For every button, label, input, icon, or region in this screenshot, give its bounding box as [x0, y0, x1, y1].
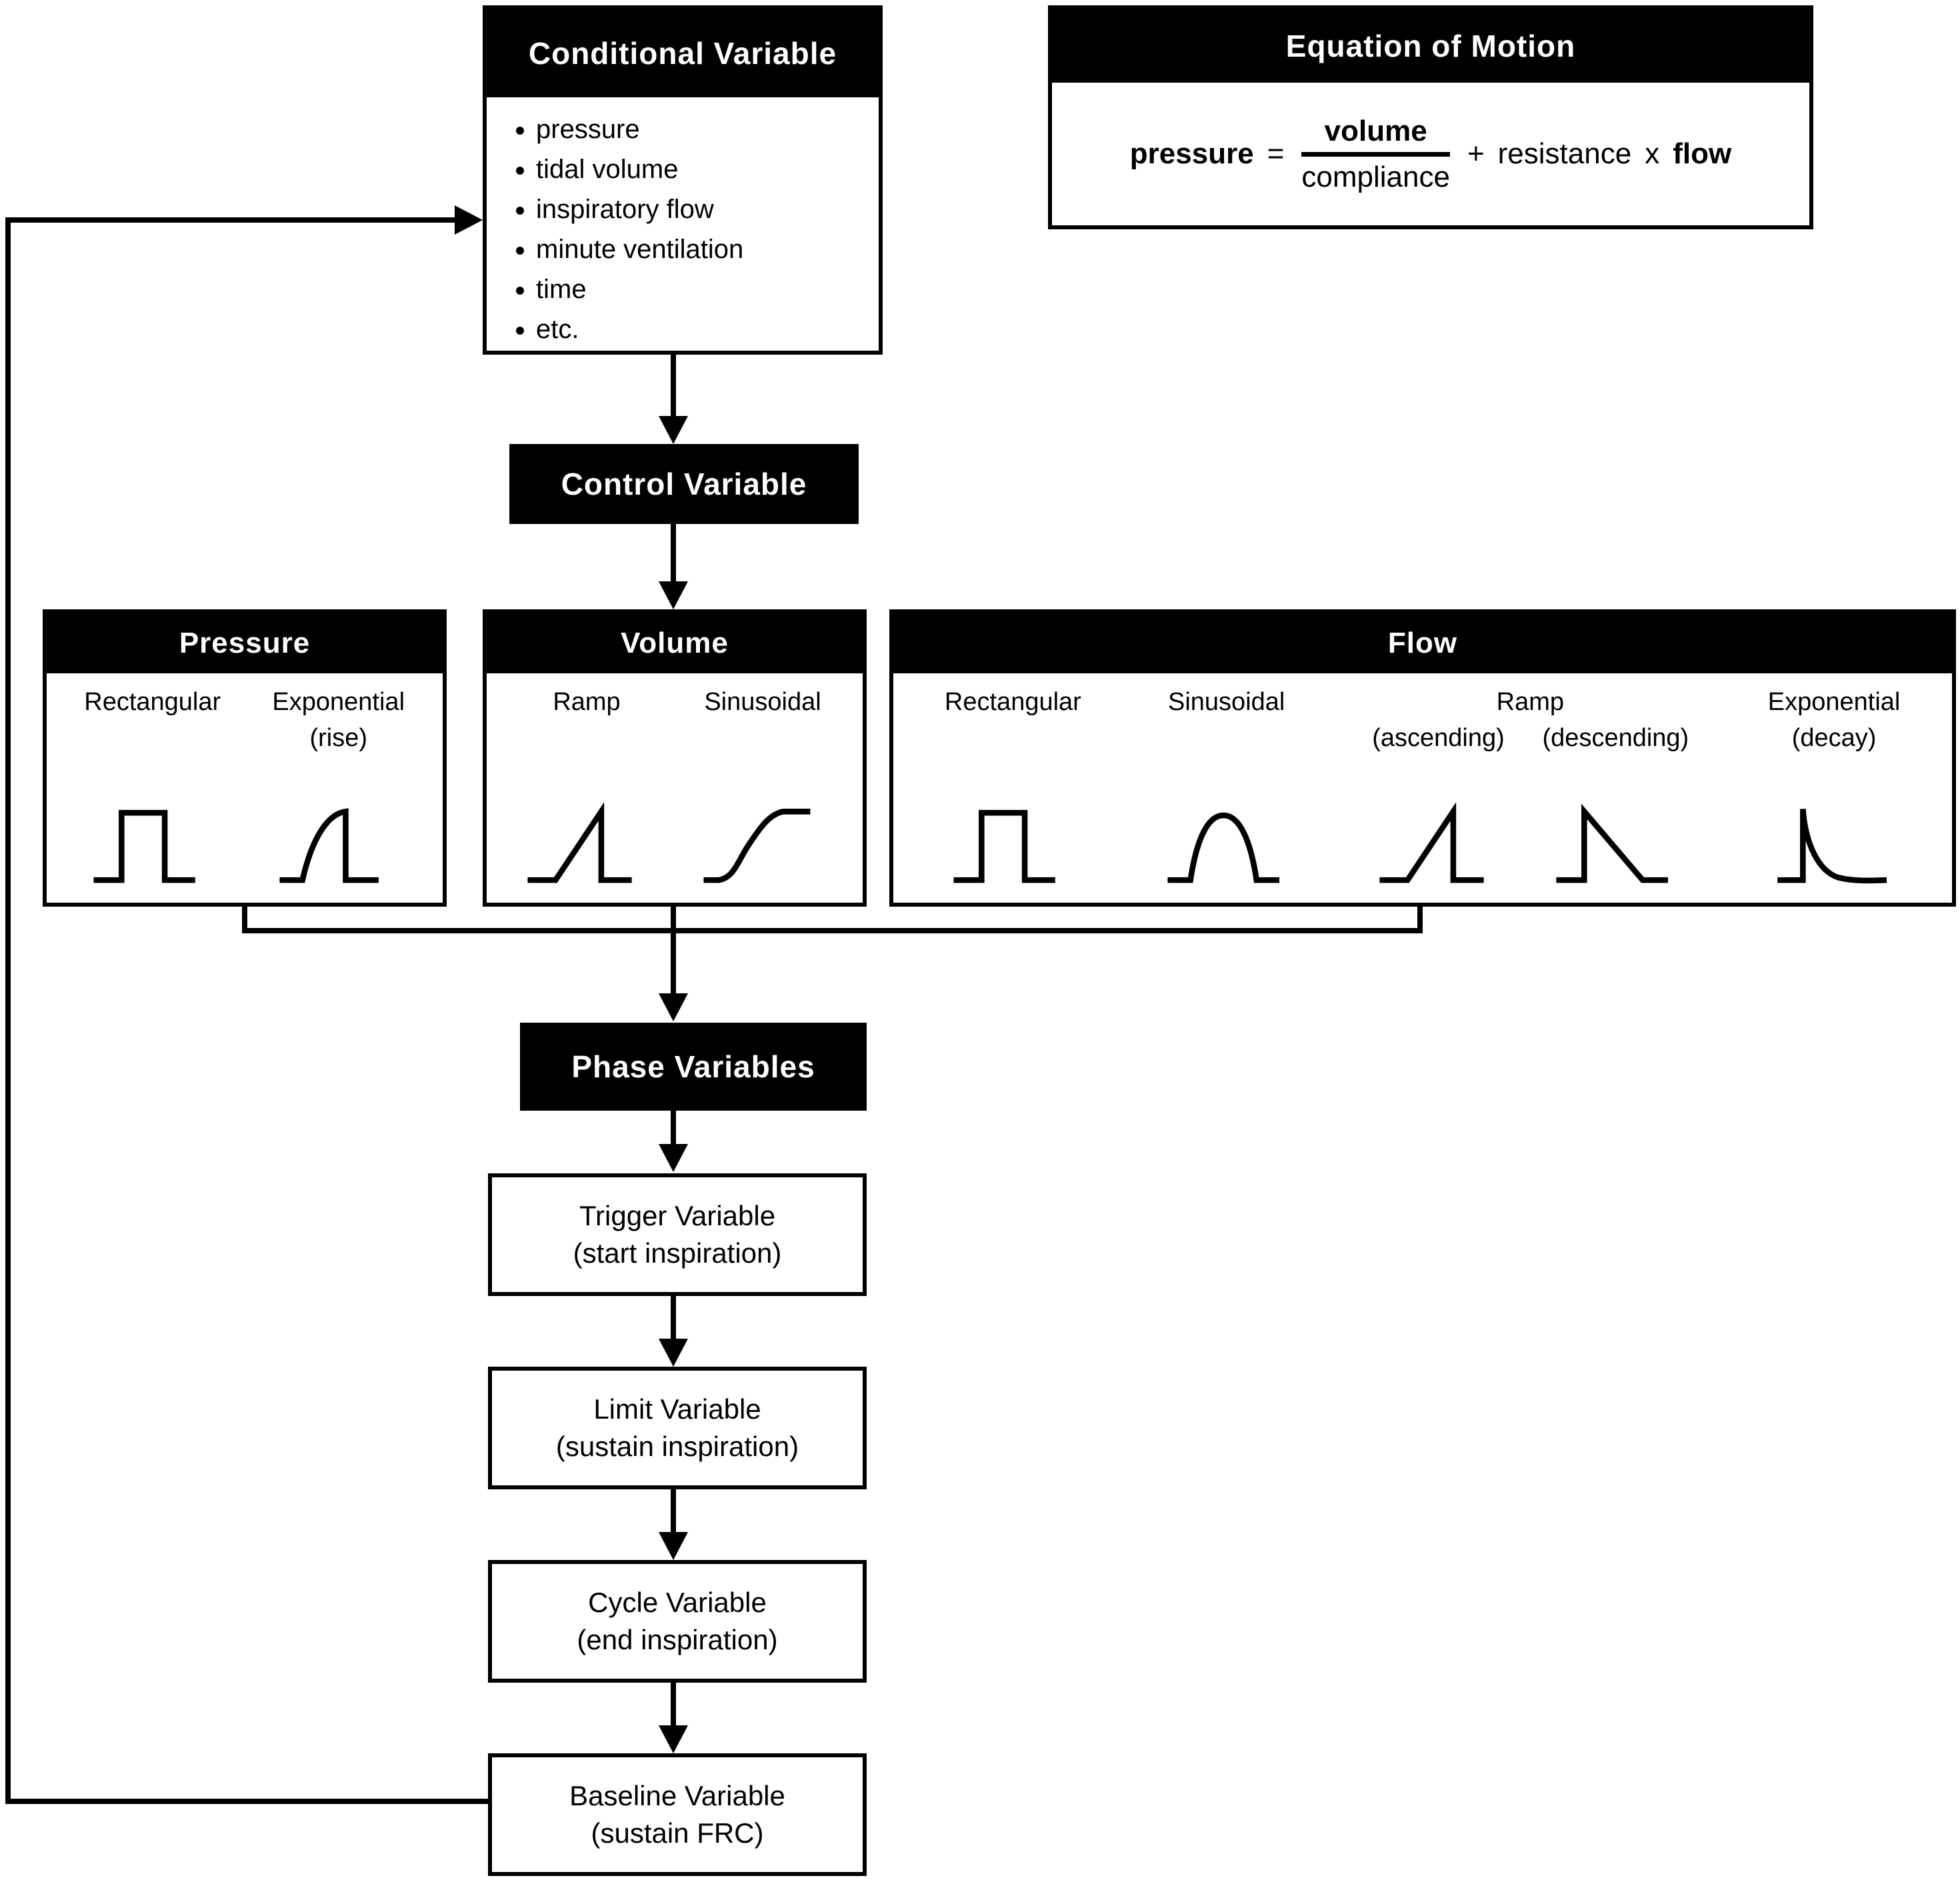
equation-compliance-term: compliance	[1301, 160, 1450, 193]
flow-ramp-pair	[1372, 720, 1689, 887]
waveform-label: Exponential	[1767, 688, 1901, 716]
ascending-ramp-waveform-icon	[520, 797, 653, 887]
connector-limit-to-cycle	[671, 1489, 676, 1532]
flow-panel-body	[893, 673, 1952, 903]
equation-volume-term: volume	[1324, 114, 1427, 147]
volume-panel-header	[487, 613, 863, 673]
volume-sinusoidal-column	[696, 684, 829, 887]
rectangular-pulse-waveform-icon	[946, 797, 1079, 887]
descending-ramp-waveform-icon	[1549, 797, 1682, 887]
conditional-item: • tidal volume	[536, 149, 865, 189]
sigmoid-rise-waveform-icon	[696, 797, 829, 887]
waveform-label: Exponential	[272, 688, 405, 716]
cycle-variable-title: Cycle Variable	[588, 1587, 767, 1618]
trigger-variable-title: Trigger Variable	[579, 1200, 776, 1231]
control-variable-title: Control Variable	[561, 467, 807, 501]
trigger-variable-subtitle: (start inspiration)	[573, 1237, 782, 1269]
volume-waveform-panel	[483, 609, 867, 907]
rectangular-pulse-waveform-icon	[86, 797, 219, 887]
feedback-arrowhead-icon	[455, 205, 483, 235]
waveform-label: Sinusoidal	[1168, 688, 1285, 716]
waveform-label: Rectangular	[944, 688, 1081, 716]
limit-variable-title: Limit Variable	[593, 1393, 761, 1425]
limit-variable-box	[488, 1367, 867, 1489]
pressure-panel-title: Pressure	[179, 627, 311, 659]
conditional-variable-box	[483, 5, 883, 355]
control-variable-box	[509, 444, 859, 524]
conditional-item: • inspiratory flow	[536, 189, 865, 229]
pressure-exponential-column	[272, 684, 405, 887]
fraction-bar	[1301, 152, 1450, 157]
pressure-panel-header	[47, 613, 443, 673]
arrowhead-control-to-waveforms-icon	[659, 581, 688, 609]
baseline-variable-box	[488, 1753, 867, 1876]
equation-of-motion-box	[1048, 5, 1813, 229]
volume-panel-title: Volume	[621, 627, 729, 659]
equation-plus-sign: +	[1467, 137, 1485, 170]
trigger-variable-box	[488, 1173, 867, 1296]
pressure-rectangular-column	[84, 684, 221, 887]
arrowhead-trigger-to-limit-icon	[659, 1339, 688, 1367]
conditional-item: • pressure	[536, 109, 865, 149]
flow-sinusoidal-column	[1160, 684, 1293, 887]
limit-variable-subtitle: (sustain inspiration)	[555, 1431, 799, 1462]
flow-ramp-descending-column	[1543, 720, 1689, 887]
connector-collector-horizontal	[242, 928, 1423, 933]
phase-variables-title: Phase Variables	[571, 1049, 815, 1084]
ascending-ramp-waveform-icon	[1372, 797, 1505, 887]
waveform-label: Sinusoidal	[704, 688, 821, 716]
conditional-item: • minute ventilation	[536, 229, 865, 269]
volume-ramp-column	[520, 684, 653, 887]
feedback-line-bottom-horizontal	[5, 1799, 488, 1804]
baseline-variable-subtitle: (sustain FRC)	[591, 1817, 764, 1849]
arrowhead-collector-to-phase-icon	[659, 993, 688, 1021]
conditional-variable-header	[487, 9, 879, 97]
connector-conditional-to-control	[671, 355, 676, 416]
arrowhead-limit-to-cycle-icon	[659, 1532, 688, 1560]
exponential-rise-waveform-icon	[272, 797, 405, 887]
half-sine-waveform-icon	[1160, 797, 1293, 887]
cycle-variable-subtitle: (end inspiration)	[577, 1624, 778, 1655]
arrowhead-conditional-to-control-icon	[659, 416, 688, 444]
conditional-item: • time	[536, 269, 865, 309]
pressure-panel-body	[47, 673, 443, 903]
equation-flow-term: flow	[1673, 137, 1732, 170]
equation-pressure-term: pressure	[1129, 137, 1254, 170]
phase-variables-box	[520, 1023, 867, 1111]
waveform-sublabel: (rise)	[309, 724, 367, 752]
equation-of-motion-title: Equation of Motion	[1285, 29, 1576, 63]
conditional-variable-list	[487, 97, 879, 349]
waveform-label: Rectangular	[84, 688, 221, 716]
connector-phase-to-trigger	[671, 1111, 676, 1144]
arrowhead-cycle-to-baseline-icon	[659, 1725, 688, 1753]
connector-control-to-waveforms	[671, 524, 676, 581]
equation-multiply-sign: x	[1645, 137, 1660, 170]
equation-formula	[1052, 83, 1809, 225]
pressure-waveform-panel	[43, 609, 447, 907]
flow-waveform-panel	[889, 609, 1956, 907]
baseline-variable-title: Baseline Variable	[569, 1780, 785, 1811]
waveform-sublabel: (ascending)	[1372, 724, 1505, 752]
volume-panel-body	[487, 673, 863, 903]
flow-rectangular-column	[945, 684, 1081, 887]
conditional-variable-title: Conditional Variable	[528, 36, 837, 71]
arrowhead-phase-to-trigger-icon	[659, 1144, 688, 1172]
equation-equals-sign: =	[1267, 137, 1285, 170]
equation-fraction	[1301, 115, 1450, 194]
flow-panel-title: Flow	[1387, 627, 1458, 659]
flow-ramp-group	[1372, 684, 1689, 887]
waveform-sublabel: (decay)	[1791, 724, 1877, 752]
feedback-line-left-vertical	[5, 220, 11, 1804]
waveform-label: Ramp	[1496, 688, 1565, 716]
connector-collector-to-phase	[671, 907, 676, 993]
cycle-variable-box	[488, 1560, 867, 1683]
equation-of-motion-header	[1052, 9, 1809, 83]
flow-exponential-column	[1767, 684, 1901, 887]
feedback-line-top-horizontal	[5, 217, 456, 223]
waveform-sublabel: (descending)	[1542, 724, 1689, 752]
connector-trigger-to-limit	[671, 1296, 676, 1339]
exponential-decay-waveform-icon	[1767, 797, 1901, 887]
waveform-label: Ramp	[553, 688, 621, 716]
flow-ramp-ascending-column	[1372, 720, 1505, 887]
conditional-item: • etc.	[536, 309, 865, 349]
equation-resistance-term: resistance	[1497, 137, 1632, 170]
flow-panel-header	[893, 613, 1952, 673]
connector-cycle-to-baseline	[671, 1683, 676, 1725]
